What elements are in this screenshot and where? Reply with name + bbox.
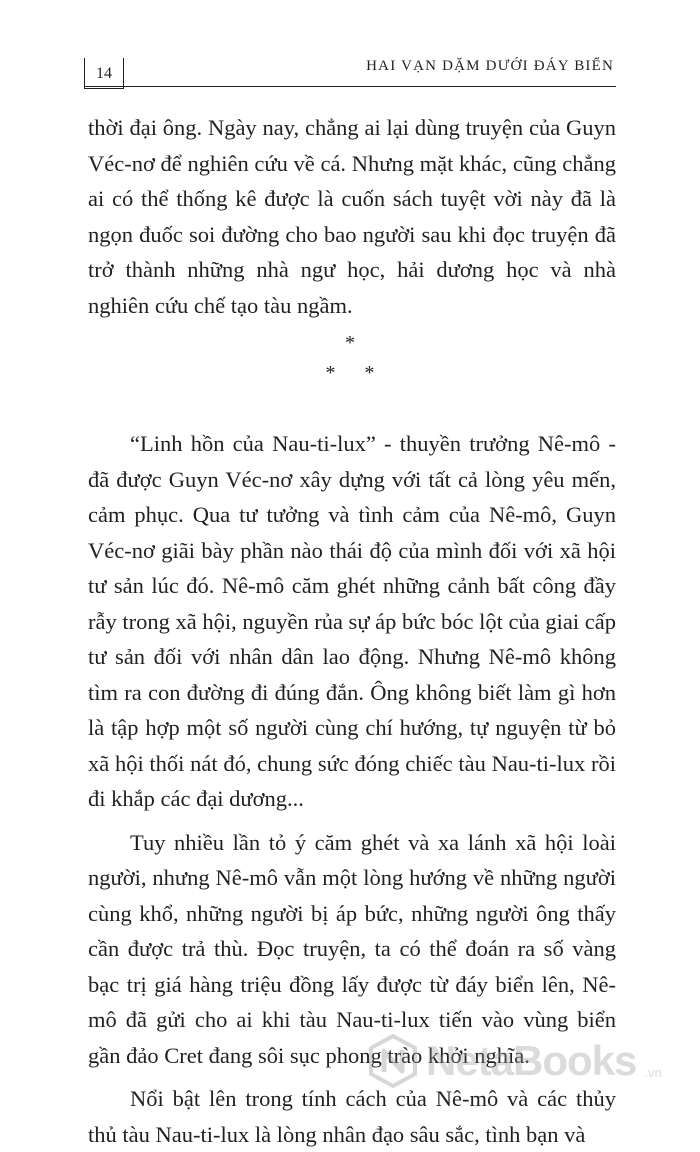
n-hexagon-logo-icon (368, 1034, 418, 1088)
paragraph-1: thời đại ông. Ngày nay, chẳng ai lại dùng truyện của Guyn Véc-nơ để nghiên cứu về cá. Nhưng mặt khác, cũng chẳng ai có thể thống kê được là cuốn sách tuyệt vời này đã là ngọn đuốc soi đường cho bao người sau khi đọc truyện đã trở thành những nhà ngư học, hải dương học và nhà nghiên cứu chế tạo tàu ngầm. (88, 115, 616, 318)
section-break-asterism (300, 328, 400, 388)
header-divider (84, 86, 616, 87)
page-number: 14 (84, 58, 124, 89)
text-block-top (88, 110, 616, 323)
paragraph-2: “Linh hồn của Nau-ti-lux” - thuyền trưởng Nê-mô - đã được Guyn Véc-nơ xây dựng với tất cả lòng yêu mến, cảm phục. Qua tư tưởng và tình cảm của Nê-mô, Guyn Véc-nơ giãi bày phần nào thái độ của mình đối với xã hội tư sản lúc đó. Nê-mô căm ghét những cảnh bất công đầy rẫy trong xã hội, nguyền rủa sự áp bức bóc lột của giai cấp tư sản đối với nhân dân lao động. Nhưng Nê-mô không tìm ra con đường đi đúng đắn. Ông không biết làm gì hơn là tập hợp một số người cùng chí hướng, tự nguyện từ bỏ xã hội thối nát đó, chung sức đóng chiếc tàu Nau-ti-lux rồi đi khắp các đại dương... (88, 431, 616, 811)
paragraph-3: Tuy nhiều lần tỏ ý căm ghét và xa lánh xã hội loài người, nhưng Nê-mô vẫn một lòng hướng về những người cùng khổ, những người bị áp bức, những người ông thấy cần được trả thù. Đọc truyện, ta có thể đoán ra số vàng bạc trị giá hàng triệu đồng lấy được từ đáy biển lên, Nê-mô đã gửi cho ai khi tàu Nau-ti-lux tiến vào vùng biển gần đảo Cret đang sôi sục phong trào khởi nghĩa. (88, 829, 616, 1068)
watermark-tld: .vn (644, 1065, 662, 1080)
watermark-brand: NetaBooks (426, 1037, 637, 1084)
asterism-bottom: * * (325, 362, 375, 384)
netabooks-watermark (368, 1034, 662, 1088)
running-header-book-title: HAI VẠN DẶM DƯỚI ĐÁY BIỂN (366, 58, 614, 74)
asterism-top: * (345, 332, 355, 354)
paragraph-4: Nổi bật lên trong tính cách của Nê-mô và các thủy thủ tàu Nau-ti-lux là lòng nhân đạo sâu sắc, tình bạn và (88, 1086, 616, 1147)
